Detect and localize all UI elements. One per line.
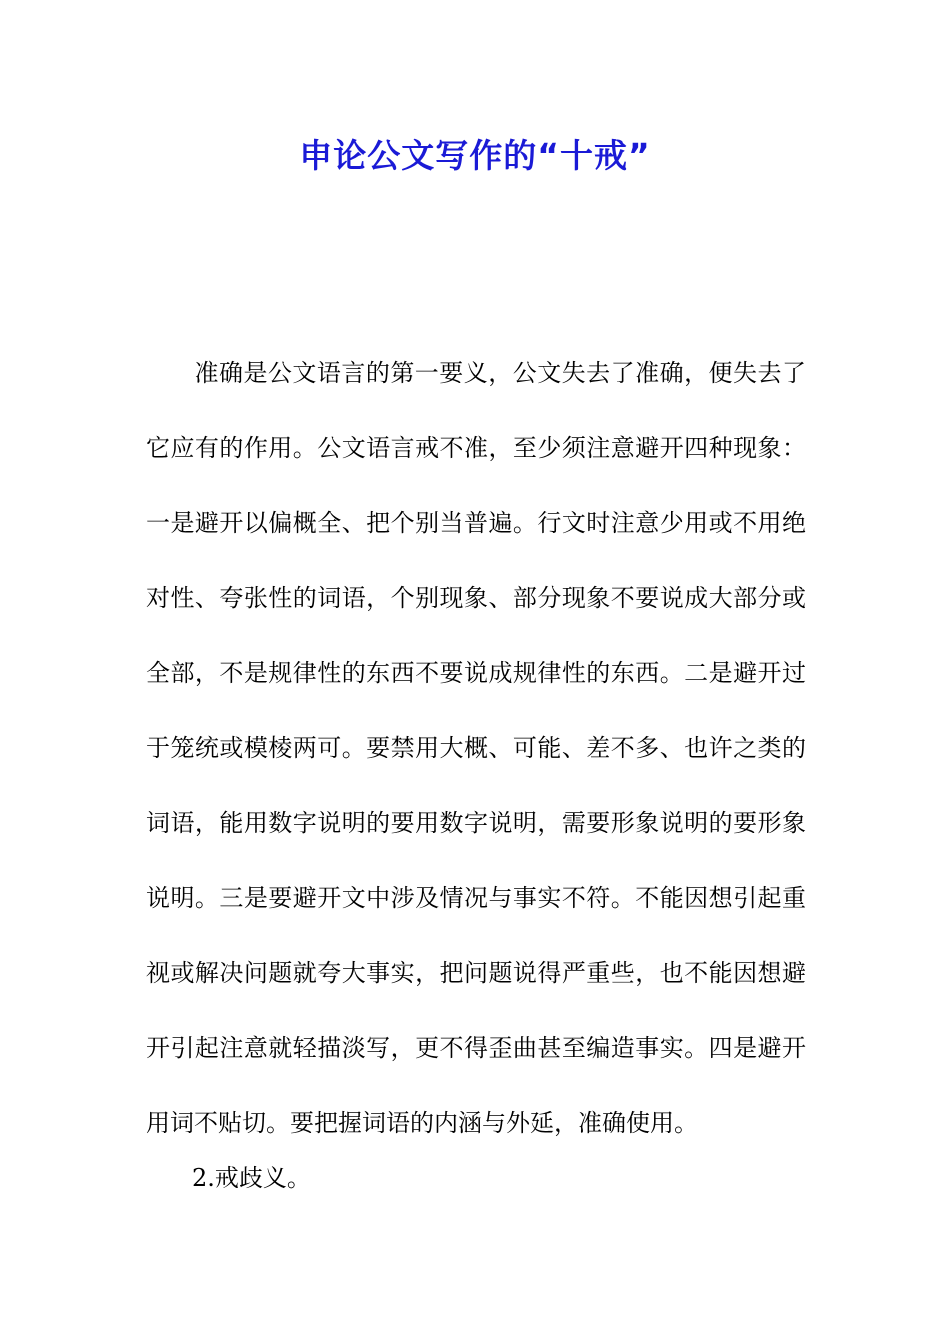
body-paragraph [146,336,806,1161]
paragraph-text: 准确是公文语言的第一要义，公文失去了准确，便失去了它应有的作用。公文语言戒不准，至少须注意避开四种现象：一是避开以偏概全、把个别当普遍。行文时注意少用或不用绝对性、夸张性的词语，个别现象、部分现象不要说成大部分或全部，不是规律性的东西不要说成规律性的东西。二是避开过于笼统或模棱两可。要禁用大概、可能、差不多、也许之类的词语，能用数字说明的要用数字说明，需要形象说明的要形象说明。三是要避开文中涉及情况与事实不符。不能因想引起重视或解决问题就夸大事实，把问题说得严重些，也不能因想避开引起注意就轻描淡写，更不得歪曲甚至编造事实。四是避开用词不贴切。要把握词语的内涵与外延，准确使用。 [146,359,806,1137]
section-item-2: 2.戒歧义。 [192,1164,311,1192]
document-title: 申论公文写作的“十戒” [299,136,651,175]
